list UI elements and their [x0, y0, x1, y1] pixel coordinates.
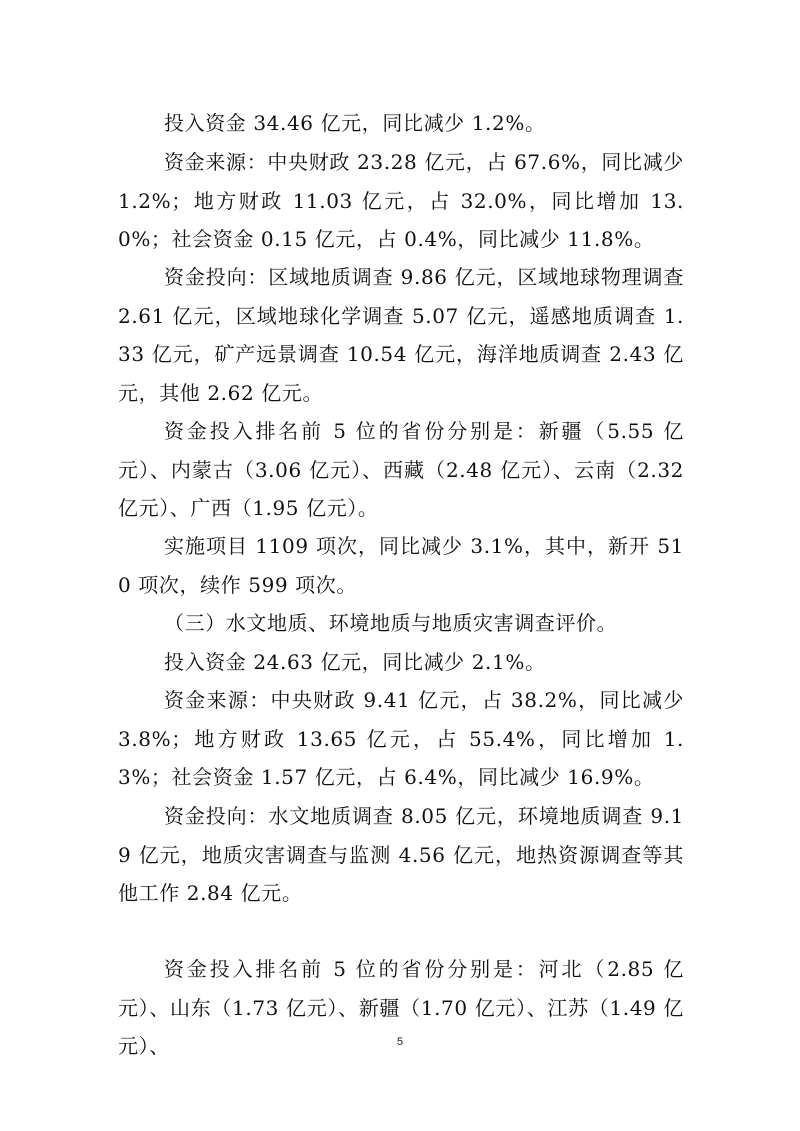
paragraph-top-provinces-1: 资金投入排名前 5 位的省份分别是：新疆（5.55 亿元）、内蒙古（3.06 亿元）、西藏（2.48 亿元）、云南（2.32 亿元）、广西（1.95 亿元）。 [118, 419, 684, 520]
paragraph-funding-allocation-1: 资金投向：区域地质调查 9.86 亿元，区域地球物理调查 2.61 亿元，区域地球化学调查 5.07 亿元，遥感地质调查 1.33 亿元，矿产远景调查 10.54 亿元，海洋地质调查 2.43 亿元，其他 2.62 亿元。 [118, 265, 684, 405]
paragraph-top-provinces-2: 资金投入排名前 5 位的省份分别是：河北（2.85 亿元）、山东（1.73 亿元）、新疆（1.70 亿元）、江苏（1.49 亿元）、 [118, 957, 684, 1058]
paragraph-funding-sources-2: 资金来源：中央财政 9.41 亿元，占 38.2%，同比减少 3.8%；地方财政 13.65 亿元，占 55.4%，同比增加 1.3%；社会资金 1.57 亿元，占 6.4%，同比减少 16.9%。 [118, 688, 684, 789]
paragraph-projects: 实施项目 1109 项次，同比减少 3.1%，其中，新开 510 项次，续作 599 项次。 [118, 534, 684, 597]
paragraph-investment-total-1: 投入资金 34.46 亿元，同比减少 1.2%。 [164, 111, 546, 135]
paragraph-funding-allocation-2: 资金投向：水文地质调查 8.05 亿元，环境地质调查 9.19 亿元，地质灾害调查与监测 4.56 亿元，地热资源调查等其他工作 2.84 亿元。 [118, 804, 684, 905]
page-number: 5 [396, 1036, 404, 1048]
paragraph-investment-total-2: 投入资金 24.63 亿元，同比减少 2.1%。 [164, 650, 546, 674]
section-heading-3: （三）水文地质、环境地质与地质灾害调查评价。 [164, 611, 618, 635]
paragraph-funding-sources-1: 资金来源：中央财政 23.28 亿元，占 67.6%，同比减少 1.2%；地方财政 11.03 亿元，占 32.0%，同比增加 13.0%；社会资金 0.15 亿元，占 0.4%，同比减少 11.8%。 [118, 150, 684, 251]
